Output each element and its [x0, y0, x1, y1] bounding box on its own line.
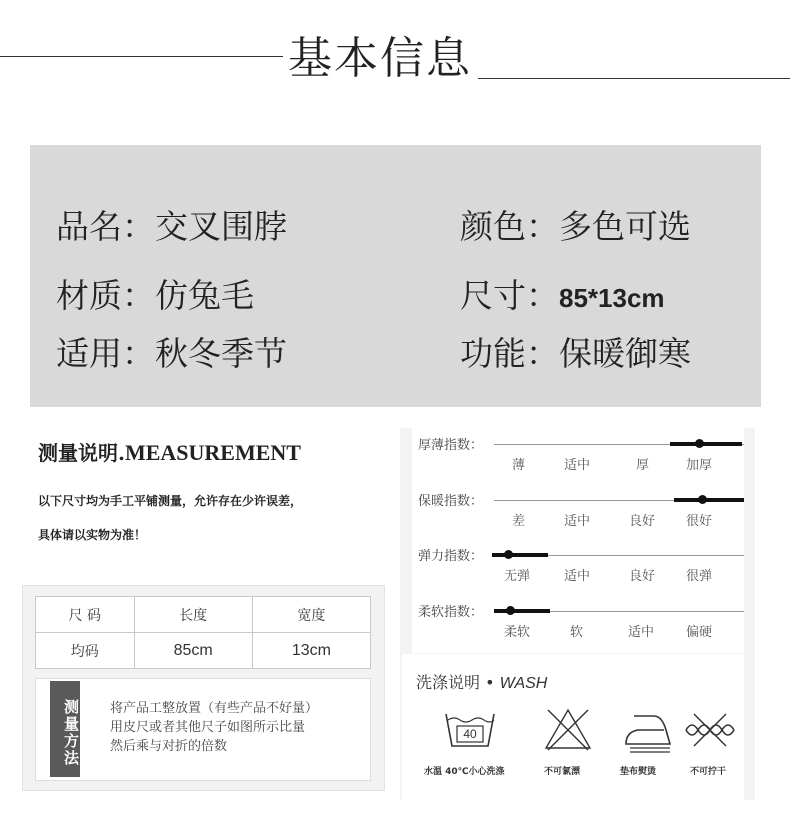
index-label: 保暖指数： [418, 494, 484, 509]
no-wring-icon [682, 706, 738, 754]
no-bleach-icon [540, 706, 596, 754]
info-color: 颜色：多色可选 [460, 207, 691, 246]
wash-caption: 水温 40℃小心洗涤 [424, 767, 505, 777]
index-marker [506, 606, 515, 615]
table-header-row [36, 597, 371, 633]
table-header-length: 长度 [134, 597, 252, 633]
index-option: 良好 [629, 569, 656, 584]
info-size-value: 85*13cm [559, 283, 665, 313]
index-ratings [412, 428, 744, 653]
measure-method-line: 然后乘与对折的倍数 [110, 739, 228, 754]
table-cell-size: 均码 [36, 633, 135, 669]
index-option: 软 [570, 625, 584, 640]
index-row-elasticity [412, 545, 744, 595]
iron-icon [620, 706, 676, 754]
index-row-warmth [412, 490, 744, 540]
measure-method-line: 将产品工整放置（有些产品不好量） [110, 701, 319, 716]
index-option: 加厚 [686, 458, 713, 473]
index-row-softness [412, 601, 744, 651]
wash-caption: 不可拧干 [690, 767, 727, 777]
measurement-title [38, 437, 301, 466]
wash-40-icon [442, 706, 498, 754]
table-header-size: 尺 码 [36, 597, 135, 633]
index-option: 厚 [636, 458, 650, 473]
index-option: 很好 [686, 514, 713, 529]
measure-method-tag: 测量方法 [50, 681, 80, 777]
index-selected-bar [492, 553, 548, 557]
index-selected-bar [494, 609, 550, 613]
index-option: 适中 [564, 458, 591, 473]
wash-caption: 不可氯漂 [544, 767, 581, 777]
index-option: 适中 [628, 625, 655, 640]
wash-title-en: WASH [499, 675, 548, 692]
index-option: 薄 [512, 458, 526, 473]
index-label: 柔软指数： [418, 605, 484, 620]
table-cell-width: 13cm [252, 633, 370, 669]
index-option: 很弹 [686, 569, 713, 584]
section-title [0, 20, 790, 84]
wash-caption: 垫布熨烫 [620, 767, 657, 777]
title-divider-left [0, 56, 283, 57]
measure-method-line: 用皮尺或者其他尺子如图所示比量 [110, 720, 306, 735]
index-row-thickness [412, 434, 744, 484]
info-product-name: 品名：交叉围脖 [56, 207, 287, 246]
index-option: 适中 [564, 569, 591, 584]
index-marker [695, 439, 704, 448]
wash-instructions [402, 654, 744, 800]
table-header-width: 宽度 [252, 597, 370, 633]
index-selected-bar [674, 498, 744, 502]
table-cell-length: 85cm [134, 633, 252, 669]
index-option: 柔软 [504, 625, 531, 640]
wash-title [416, 670, 547, 693]
index-label: 厚薄指数： [418, 438, 484, 453]
measurement-note-2: 具体请以实物为准！ [38, 528, 147, 542]
info-season: 适用：秋冬季节 [56, 334, 287, 373]
index-label: 弹力指数： [418, 549, 484, 564]
info-size [460, 270, 665, 317]
table-row [36, 633, 371, 669]
size-table [35, 596, 371, 669]
basic-info-panel [30, 145, 761, 407]
index-option: 偏硬 [686, 625, 713, 640]
index-selected-bar [670, 442, 742, 446]
index-marker [504, 550, 513, 559]
page-title: 基本信息 [288, 33, 472, 84]
attributes-panel [400, 428, 755, 800]
size-table-panel [22, 585, 385, 791]
measure-method-box [35, 678, 371, 781]
index-option: 无弹 [504, 569, 531, 584]
index-option: 适中 [564, 514, 591, 529]
index-option: 良好 [629, 514, 656, 529]
measurement-title-cn: 测量说明. [38, 441, 125, 465]
info-material: 材质：仿兔毛 [56, 276, 254, 315]
wash-temp-label: 40 [463, 727, 477, 741]
wash-title-cn: 洗涤说明 • [416, 673, 500, 692]
measurement-title-en: MEASUREMENT [124, 440, 301, 465]
index-marker [698, 495, 707, 504]
index-option: 差 [512, 514, 526, 529]
measure-method-text [110, 699, 365, 756]
info-function: 功能：保暖御寒 [460, 334, 691, 373]
info-size-label: 尺寸： [460, 276, 559, 315]
title-divider-right [478, 78, 790, 79]
measurement-note-1: 以下尺寸均为手工平铺测量，允许存在少许误差， [38, 494, 303, 508]
